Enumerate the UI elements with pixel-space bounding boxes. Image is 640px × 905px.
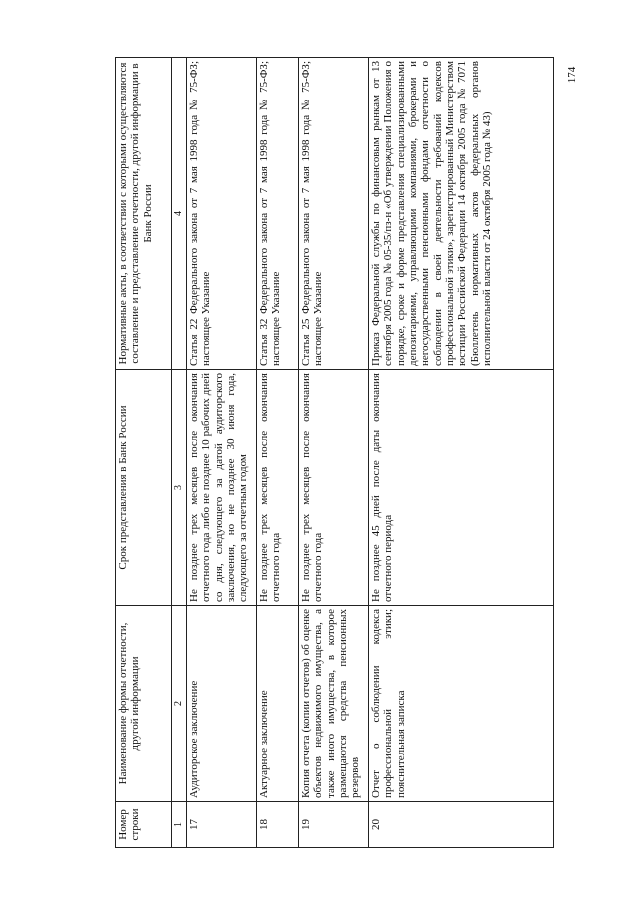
page-number	[562, 60, 582, 90]
table-row	[257, 58, 299, 848]
row-number: 19	[299, 802, 369, 848]
column-number-row	[172, 58, 187, 848]
column-number: 3	[172, 370, 187, 606]
header-deadline: Срок представления в Банк России	[116, 370, 172, 606]
row-form-name: Копия отчета (копии отчетов) об оценке объектов недвижимого имущества, а также иного имущества, в которое размещаются средства пенсионных резервов	[299, 606, 369, 802]
table-row	[369, 58, 554, 848]
row-deadline: Не позднее трех месяцев после окончания отчетного года	[257, 370, 299, 606]
row-normative-acts: Статья 32 Федерального закона от 7 мая 1998 года № 75-ФЗ; настоящее Указание	[257, 58, 299, 370]
row-deadline: Не позднее трех месяцев после окончания отчетного года либо не позднее 10 рабочих дней со дня, следующего за датой аудиторского заключения, но не позднее 30 июня года, следующего за отчетным годом	[187, 370, 257, 606]
column-number: 4	[172, 58, 187, 370]
row-form-name: Актуарное заключение	[257, 606, 299, 802]
row-deadline: Не позднее трех месяцев после окончания отчетного года	[299, 370, 369, 606]
row-form-name: Отчет о соблюдении кодекса профессиональной этики; пояснительная записка	[369, 606, 554, 802]
row-form-name: Аудиторское заключение	[187, 606, 257, 802]
page-number-text: 174	[566, 66, 578, 84]
row-normative-acts: Статья 22 Федерального закона от 7 мая 1998 года № 75-ФЗ; настоящее Указание	[187, 58, 257, 370]
header-normative-acts: Нормативные акты, в соответствии с которыми осуществляются составление и представление отчетности, другой информации в Банк России	[116, 58, 172, 370]
table-row	[299, 58, 369, 848]
column-number: 1	[172, 802, 187, 848]
table-row	[187, 58, 257, 848]
rotated-table-wrapper	[115, 58, 554, 848]
column-number: 2	[172, 606, 187, 802]
row-deadline: Не позднее 45 дней после даты окончания отчетного периода	[369, 370, 554, 606]
row-number: 17	[187, 802, 257, 848]
row-normative-acts: Приказ Федеральной службы по финансовым рынкам от 13 сентября 2005 года № 05-35/пз-н «Об утверждении Положения о порядке, сроке и форме представления специализированными депозитариями, управляющими компаниями, брокерами и негосударственными пенсионными фондами отчетности о соблюдении в своей деятельности требований кодексов профессиональной этики», зарегистрированный Министерством юстиции Российской Федерации 14 октября 2005 года № 7071 (Бюллетень нормативных актов федеральных органов исполнительной власти от 24 октября 2005 года № 43)	[369, 58, 554, 370]
row-number: 20	[369, 802, 554, 848]
row-number: 18	[257, 802, 299, 848]
header-row	[116, 58, 172, 848]
header-row-number: Номер строки	[116, 802, 172, 848]
row-normative-acts: Статья 25 Федерального закона от 7 мая 1998 года № 75-ФЗ; настоящее Указание	[299, 58, 369, 370]
reporting-table	[115, 57, 554, 848]
header-form-name: Наименование формы отчетности, другой информации	[116, 606, 172, 802]
